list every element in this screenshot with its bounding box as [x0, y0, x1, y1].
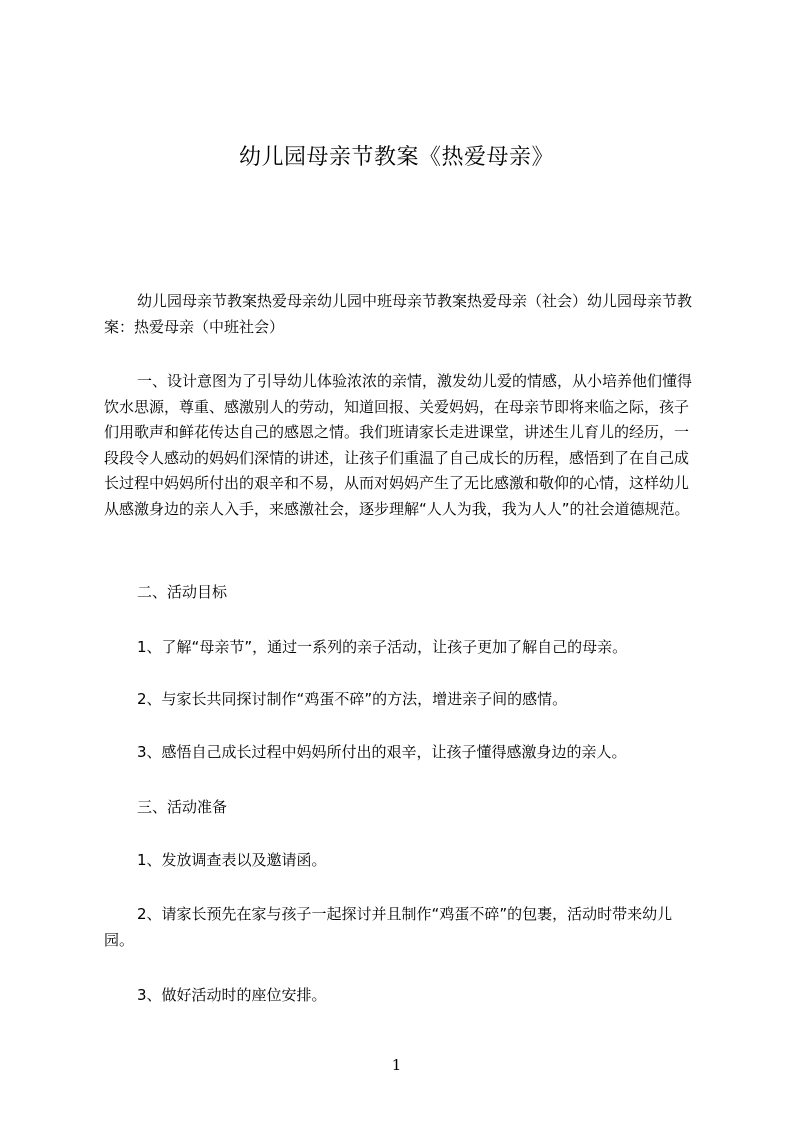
document-title: 幼儿园母亲节教案《热爱母亲》	[238, 145, 554, 170]
goal-item-2: 2、与家长共同探讨制作“鸡蛋不碎”的方法，增进亲子间的感情。	[137, 690, 568, 708]
prep-heading: 三、活动准备	[137, 798, 228, 816]
goal-item-1: 1、了解“母亲节”，通过一系列的亲子活动，让孩子更加了解自己的母亲。	[137, 638, 628, 656]
prep-item-3: 3、做好活动时的座位安排。	[137, 986, 327, 1004]
prep-item-2: 2、请家长预先在家与孩子一起探讨并且制作“鸡蛋不碎”的包裹，活动时带来幼儿园。	[104, 905, 673, 949]
goals-heading: 二、活动目标	[137, 583, 228, 601]
page-number: 1	[391, 1056, 402, 1074]
prep-item-1: 1、发放调查表以及邀请函。	[137, 851, 327, 869]
design-intent-paragraph: 一、设计意图为了引导幼儿体验浓浓的亲情，激发幼儿爱的情感，从小培养他们懂得饮水思源，尊重、感激别人的劳动，知道回报、关爱妈妈，在母亲节即将来临之际，孩子们用歌声和鲜花传达自己的感恩之情。我们班请家长走进课堂，讲述生儿育儿的经历，一段段令人感动的妈妈们深情的讲述，让孩子们重温了自己成长的历程，感悟到了在自己成长过程中妈妈所付出的艰辛和不易，从而对妈妈产生了无比感激和敬仰的心情，这样幼儿从感激身边的亲人入手，来感激社会，逐步理解“人人为我，我为人人”的社会道德规范。	[104, 372, 693, 518]
goal-item-3: 3、感悟自己成长过程中妈妈所付出的艰辛，让孩子懂得感激身边的亲人。	[137, 743, 627, 761]
intro-paragraph: 幼儿园母亲节教案热爱母亲幼儿园中班母亲节教案热爱母亲（社会）幼儿园母亲节教案：热爱母亲（中班社会）	[104, 292, 693, 336]
